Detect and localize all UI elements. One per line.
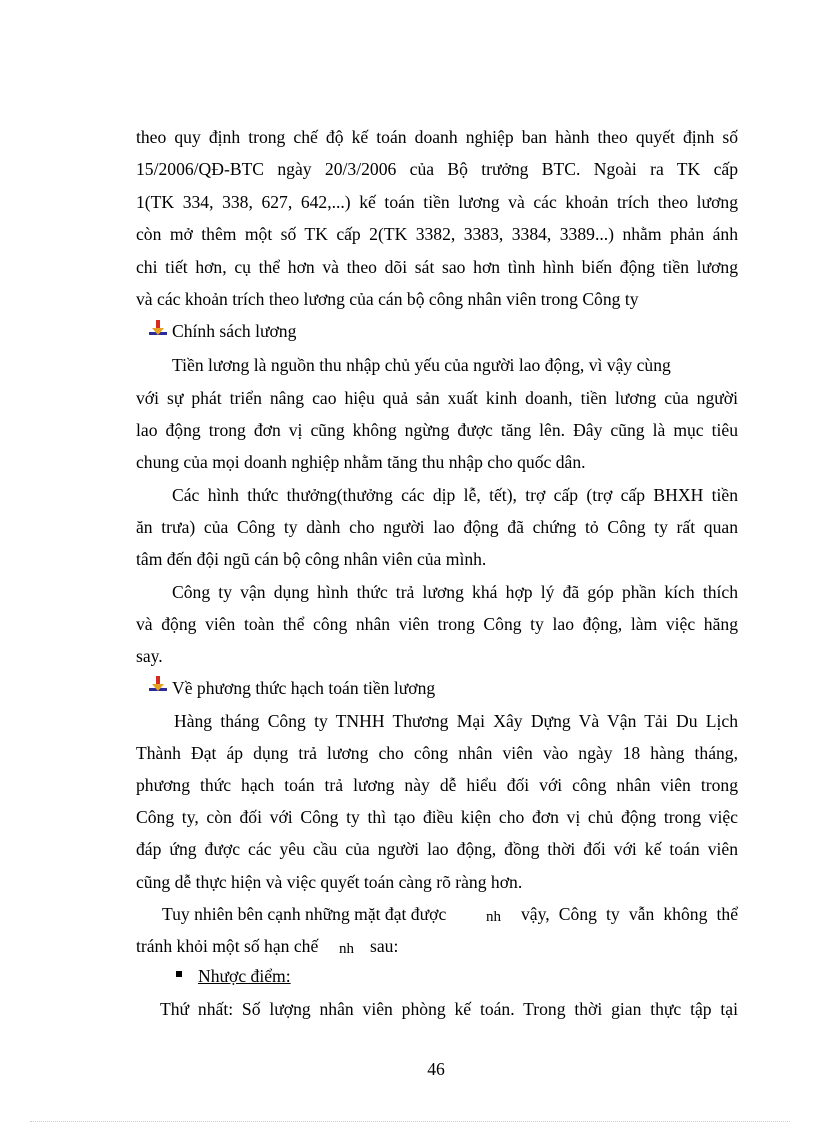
text-line: 15/2006/QĐ-BTC ngày 20/3/2006 của Bộ trưởng BTC. Ngoài ra TK cấp	[136, 159, 738, 179]
text-line: say.	[136, 646, 163, 666]
text-line: với sự phát triển nâng cao hiệu quả sản xuất kinh doanh, tiền lương của người	[136, 388, 738, 408]
section-heading: Chính sách lương	[172, 321, 297, 341]
text-line: phương thức hạch toán trả lương này dễ hiểu đối với công nhân viên trong	[136, 775, 738, 795]
text-line: chi tiết hơn, cụ thể hơn và theo dõi sát sao hơn tình hình biến động tiền lương	[136, 257, 738, 277]
arrow-bullet-icon	[148, 675, 168, 695]
text-line: cũng dễ thực hiện và việc quyết toán càng rõ ràng hơn.	[136, 872, 523, 892]
text-line: ăn trưa) của Công ty dành cho người lao động đã chứng tỏ Công ty rất quan	[136, 517, 738, 537]
text-line: sau:	[370, 936, 399, 956]
text-line: Các hình thức thưởng(thưởng các dịp lễ, tết), trợ cấp (trợ cấp BHXH tiền	[172, 485, 738, 505]
square-bullet-icon	[176, 971, 182, 977]
text-line: theo quy định trong chế độ kế toán doanh nghiệp ban hành theo quyết định số	[136, 127, 738, 147]
text-line: đáp ứng được các yêu cầu của người lao động, đồng thời đối với kế toán viên	[136, 839, 738, 859]
text-fragment: nh	[486, 909, 501, 925]
text-line: chung của mọi doanh nghiệp nhằm tăng thu nhập cho quốc dân.	[136, 452, 586, 472]
text-line: Thứ nhất: Số lượng nhân viên phòng kế toán. Trong thời gian thực tập tại	[160, 999, 738, 1019]
text-line: 1(TK 334, 338, 627, 642,...) kế toán tiền lương và các khoản trích theo lương	[136, 192, 738, 212]
text-line: Công ty, còn đối với Công ty thì tạo điều kiện cho đơn vị chủ động trong việc	[136, 807, 738, 827]
text-line: Tuy nhiên bên cạnh những mặt đạt được	[162, 904, 447, 924]
text-fragment: nh	[339, 941, 354, 957]
page-divider	[30, 1121, 790, 1122]
arrow-bullet-icon	[148, 319, 168, 339]
text-line: còn mở thêm một số TK cấp 2(TK 3382, 3383, 3384, 3389...) nhằm phản ánh	[136, 224, 738, 244]
text-line: tránh khỏi một số hạn chế	[136, 936, 319, 956]
text-line: và động viên toàn thể công nhân viên trong Công ty lao động, làm việc hăng	[136, 614, 738, 634]
page-number: 46	[427, 1059, 445, 1079]
text-line: tâm đến đội ngũ cán bộ công nhân viên của mình.	[136, 549, 487, 569]
text-line: Thành Đạt áp dụng trả lương cho công nhân viên vào ngày 18 hàng tháng,	[136, 743, 738, 763]
text-line: vậy, Công ty vẫn không thể	[521, 904, 738, 924]
text-line: lao động trong đơn vị cũng không ngừng được tăng lên. Đây cũng là mục tiêu	[136, 420, 738, 440]
text-line: Công ty vận dụng hình thức trả lương khá hợp lý đã góp phần kích thích	[172, 582, 738, 602]
text-line: Tiền lương là nguồn thu nhập chủ yếu của người lao động, vì vậy cùng	[172, 355, 671, 375]
section-heading: Về phương thức hạch toán tiền lương	[172, 678, 436, 698]
section-heading: Nhược điểm:	[198, 966, 291, 986]
text-line: Hàng tháng Công ty TNHH Thương Mại Xây Dựng Và Vận Tải Du Lịch	[174, 711, 738, 731]
text-line: và các khoản trích theo lương của cán bộ công nhân viên trong Công ty	[136, 289, 639, 309]
